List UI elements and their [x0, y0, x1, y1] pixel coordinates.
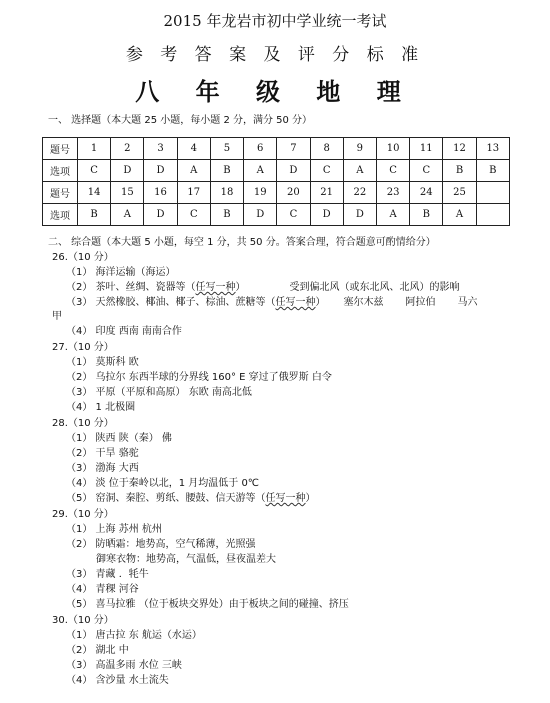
- q29-answer-1: （1） 上海 苏州 杭州: [66, 524, 162, 535]
- q26-answer-3-text: （3） 天然橡胶、椰油、椰子、棕油、蔗糖等（: [66, 297, 276, 308]
- row-label-answer: 选项: [43, 204, 78, 226]
- q30-answer-3: （3） 高温多雨 水位 三峡: [66, 660, 182, 671]
- question-number-cell: 8: [310, 138, 343, 160]
- q27-answer-1: （1） 莫斯科 欧: [66, 357, 139, 368]
- question-number-cell: 16: [144, 182, 177, 204]
- q29-answer-3: （3） 青藏 ．牦牛: [66, 569, 149, 580]
- section1-heading: 一、 选择题（本大题 25 小题，每小题 2 分，满分 50 分）: [48, 115, 313, 126]
- q27-label: 27.（10 分）: [52, 342, 114, 353]
- question-number-cell: 22: [343, 182, 376, 204]
- answer-cell: A: [111, 204, 144, 226]
- row-label-number: 题号: [43, 138, 78, 160]
- q26-answer-2-tail: 受到偏北风（或东北风、北风）的影响: [289, 282, 460, 293]
- q26-answer-3-close: ）: [315, 297, 326, 308]
- question-number-cell: [476, 182, 509, 204]
- answer-cell: D: [111, 160, 144, 182]
- q26-label: 26.（10 分）: [52, 252, 114, 263]
- q26-answer-2-text: （2） 茶叶、丝绸、瓷器等（: [66, 282, 196, 293]
- answer-cell: D: [310, 204, 343, 226]
- q26-answer-3: [66, 296, 478, 309]
- q26-answer-4: （4） 印度 西南 南南合作: [66, 326, 182, 337]
- q29-answer-2: （2） 防晒霜：地势高，空气稀薄，光照强: [66, 539, 256, 550]
- answer-cell: D: [144, 204, 177, 226]
- answer-key-subtitle: 参 考 答 案 及 评 分 标 准: [125, 45, 425, 65]
- q30-label: 30.（10 分）: [52, 615, 114, 626]
- answer-cell: B: [210, 204, 243, 226]
- question-number-cell: 14: [78, 182, 111, 204]
- answer-cell: C: [310, 160, 343, 182]
- question-number-cell: 1: [78, 138, 111, 160]
- row-label-number: 题号: [43, 182, 78, 204]
- question-number-cell: 9: [343, 138, 376, 160]
- question-number-cell: 18: [210, 182, 243, 204]
- answer-cell: B: [476, 160, 509, 182]
- q28-answer-5-close: ）: [305, 493, 316, 504]
- question-number-cell: 17: [177, 182, 210, 204]
- section2-heading: 二、 综合题（本大题 5 小题，每空 1 分，共 50 分。答案合理，符合题意可酌情给分）: [48, 237, 436, 248]
- q28-answer-5-note: 任写一种: [265, 493, 306, 504]
- answer-table: [42, 137, 510, 226]
- answer-cell: A: [177, 160, 210, 182]
- q28-label: 28.（10 分）: [52, 418, 114, 429]
- question-number-cell: 4: [177, 138, 210, 160]
- answer-cell: A: [443, 204, 476, 226]
- question-number-cell: 6: [244, 138, 277, 160]
- q28-answer-3: （3） 渤海 大西: [66, 463, 139, 474]
- answer-cell: A: [244, 160, 277, 182]
- q26-answer-2-close: ）: [235, 282, 246, 293]
- answer-cell: C: [277, 204, 310, 226]
- row-label-answer: 选项: [43, 160, 78, 182]
- q28-answer-5: [66, 492, 316, 505]
- q29-label: 29.（10 分）: [52, 509, 114, 520]
- q28-answer-2: （2） 干旱 骆驼: [66, 448, 139, 459]
- question-number-cell: 10: [376, 138, 409, 160]
- answer-cell: D: [277, 160, 310, 182]
- q26-answer-3-tail3: 马六: [457, 297, 478, 308]
- answer-cell: C: [78, 160, 111, 182]
- q28-answer-1: （1） 陕西 陕（秦） 佛: [66, 433, 172, 444]
- q26-answer-3-note: 任写一种: [275, 297, 316, 308]
- question-number-cell: 3: [144, 138, 177, 160]
- answer-cell: D: [244, 204, 277, 226]
- question-number-cell: 7: [277, 138, 310, 160]
- q26-answer-2: [66, 281, 460, 294]
- answer-cell: B: [443, 160, 476, 182]
- q27-answer-3: （3） 平原（平原和高原） 东欧 南高北低: [66, 387, 252, 398]
- answer-cell: C: [177, 204, 210, 226]
- q27-answer-4: （4） 1 北极圈: [66, 402, 136, 413]
- answer-cell: C: [376, 160, 409, 182]
- question-number-cell: 11: [410, 138, 443, 160]
- answer-cell: [476, 204, 509, 226]
- question-number-cell: 2: [111, 138, 144, 160]
- answer-cell: A: [343, 160, 376, 182]
- question-number-cell: 13: [476, 138, 509, 160]
- answer-cell: D: [343, 204, 376, 226]
- question-number-cell: 24: [410, 182, 443, 204]
- q26-answer-3-wrap: 甲: [52, 311, 62, 322]
- question-number-cell: 5: [210, 138, 243, 160]
- answer-cell: B: [78, 204, 111, 226]
- question-number-cell: 20: [277, 182, 310, 204]
- q30-answer-1: （1） 唐古拉 东 航运（水运）: [66, 630, 202, 641]
- q27-answer-2: （2） 乌拉尔 东西半球的分界线 160° E 穿过了俄罗斯 白令: [66, 372, 332, 383]
- q28-answer-5-text: （5） 窑洞、秦腔、剪纸、腰鼓、信天游等（: [66, 493, 266, 504]
- answer-cell: D: [144, 160, 177, 182]
- answer-cell: C: [410, 160, 443, 182]
- question-number-cell: 12: [443, 138, 476, 160]
- answer-cell: A: [376, 204, 409, 226]
- question-number-cell: 15: [111, 182, 144, 204]
- q30-answer-2: （2） 湖北 中: [66, 645, 129, 656]
- q29-answer-5: （5） 喜马拉雅 （位于板块交界处）由于板块之间的碰撞、挤压: [66, 599, 349, 610]
- question-number-cell: 19: [244, 182, 277, 204]
- q26-answer-2-note: 任写一种: [195, 282, 236, 293]
- q29-answer-2b: 御寒衣物：地势高，气温低，昼夜温差大: [96, 554, 276, 565]
- question-number-cell: 21: [310, 182, 343, 204]
- exam-title: 2015 年龙岩市初中学业统一考试: [163, 12, 387, 30]
- subject-title: 八 年 级 地 理: [135, 77, 415, 106]
- question-number-cell: 23: [376, 182, 409, 204]
- q28-answer-4: （4） 淡 位于秦岭以北，1 月均温低于 0℃: [66, 478, 260, 489]
- q26-answer-1: （1） 海洋运输（海运）: [66, 267, 176, 278]
- question-number-cell: 25: [443, 182, 476, 204]
- answer-cell: B: [210, 160, 243, 182]
- q26-answer-3-tail1: 塞尔木兹: [343, 297, 384, 308]
- q30-answer-4: （4） 含沙量 水土流失: [66, 675, 169, 686]
- q29-answer-4: （4） 青稞 河谷: [66, 584, 139, 595]
- q26-answer-3-tail2: 阿拉伯: [405, 297, 436, 308]
- answer-cell: B: [410, 204, 443, 226]
